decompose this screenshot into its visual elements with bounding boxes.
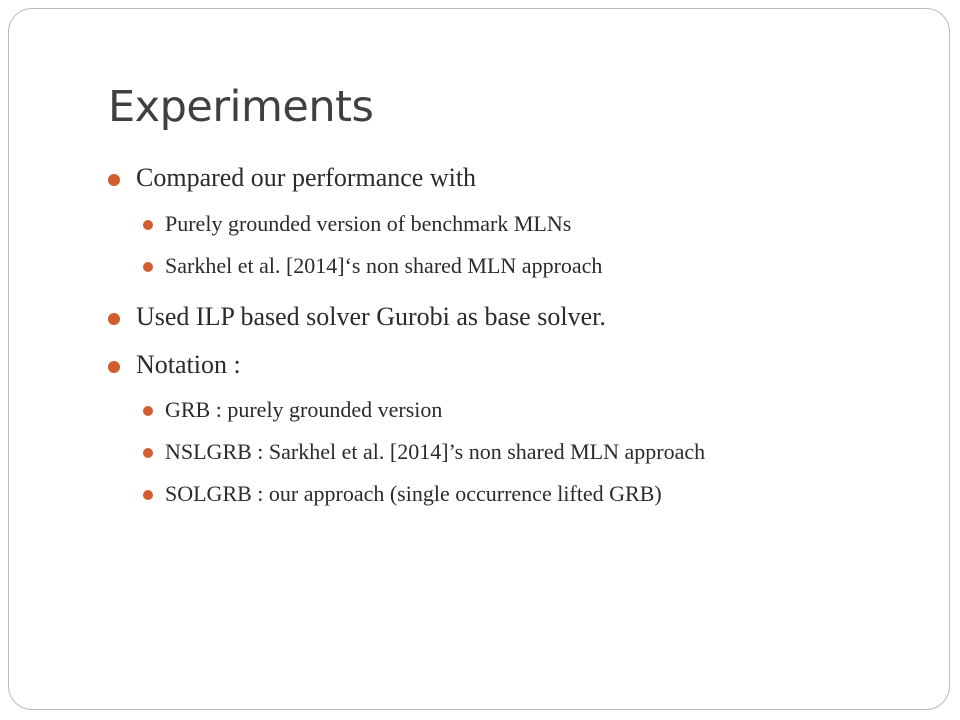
sub-bullet-item xyxy=(165,439,705,465)
bullet-dot-icon xyxy=(143,448,153,458)
sub-bullet-item xyxy=(165,253,602,279)
sub-bullet-item xyxy=(165,211,571,237)
bullet-item xyxy=(136,302,606,332)
sub-bullet-item xyxy=(165,481,662,507)
bullet-dot-icon xyxy=(143,220,153,230)
bullet-dot-icon xyxy=(108,174,120,186)
bullet-text: Notation : xyxy=(136,350,241,379)
bullet-text: Sarkhel et al. [2014]‘s non shared MLN approach xyxy=(165,253,603,278)
bullet-text: SOLGRB : our approach (single occurrence lifted GRB) xyxy=(165,481,662,506)
bullet-dot-icon xyxy=(143,490,153,500)
bullet-text: GRB : purely grounded version xyxy=(165,397,443,422)
bullet-text: Purely grounded version of benchmark MLNs xyxy=(165,211,572,236)
bullet-dot-icon xyxy=(108,313,120,325)
slide-title: Experiments xyxy=(108,82,374,132)
bullet-text: Compared our performance with xyxy=(136,163,477,192)
bullet-text: NSLGRB : Sarkhel et al. [2014]’s non shared MLN approach xyxy=(165,439,706,464)
bullet-dot-icon xyxy=(108,361,120,373)
sub-bullet-item xyxy=(165,397,442,423)
bullet-text: Used ILP based solver Gurobi as base solver. xyxy=(136,302,606,331)
bullet-dot-icon xyxy=(143,262,153,272)
bullet-item xyxy=(136,163,476,193)
bullet-dot-icon xyxy=(143,406,153,416)
bullet-item xyxy=(136,350,241,380)
